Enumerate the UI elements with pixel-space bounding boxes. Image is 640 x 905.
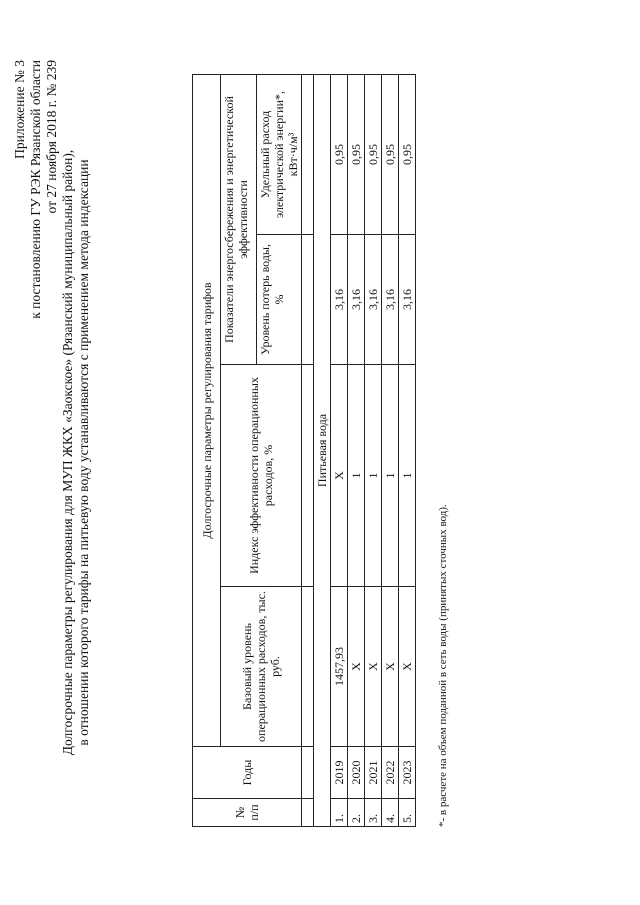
cell-year: 2023 (399, 747, 416, 799)
parameters-table (192, 74, 416, 827)
cell-year: 2020 (348, 747, 365, 799)
cell-loss: 3,16 (365, 235, 382, 365)
cell-power: 0,95 (331, 74, 348, 234)
cell-base: X (382, 587, 399, 747)
cell-index: 1 (382, 365, 399, 587)
title-line-2: в отношении которого тарифы на питьевую воду устанавливаются с применением метода индексации (76, 159, 91, 746)
table-row (399, 74, 416, 826)
cell-loss: 3,16 (348, 235, 365, 365)
header-group: Долгосрочные параметры регулирования тарифов (193, 74, 221, 746)
cell-index: 1 (348, 365, 365, 587)
table-row (382, 74, 399, 826)
cell-base: 1457,93 (331, 587, 348, 747)
section-drinking-water: Питьевая вода (314, 74, 331, 826)
table-row (331, 74, 348, 826)
cell-year: 2022 (382, 747, 399, 799)
header-power-consumption: Удельный расход электрической энергии*, кВт·ч/м³ (257, 74, 302, 234)
table-row (365, 74, 382, 826)
header-energy-group: Показатели энергосбережения и энергетической эффективности (221, 74, 257, 364)
cell-no: 1. (331, 799, 348, 827)
appendix-number: Приложение № 3 (12, 60, 27, 159)
appendix-header (12, 60, 60, 319)
title-line-1: Долгосрочные параметры регулирования для МУП ЖКХ «Заокское» (Рязанский муниципальный район), (60, 149, 75, 756)
cell-no: 4. (382, 799, 399, 827)
header-water-loss: Уровень потерь воды, % (257, 235, 302, 365)
cell-power: 0,95 (399, 74, 416, 234)
table-row (348, 74, 365, 826)
appendix-date: от 27 ноября 2018 г. № 239 (44, 60, 59, 214)
appendix-resolution: к постановлению ГУ РЭК Рязанской области (28, 60, 43, 319)
cell-index: X (331, 365, 348, 587)
header-years: Годы (193, 747, 302, 799)
cell-no: 3. (365, 799, 382, 827)
cell-power: 0,95 (348, 74, 365, 234)
footnote: *- в расчете на объем поданной в сеть воды (принятых сточных вод). (437, 504, 449, 827)
cell-no: 5. (399, 799, 416, 827)
cell-power: 0,95 (382, 74, 399, 234)
cell-index: 1 (399, 365, 416, 587)
cell-loss: 3,16 (331, 235, 348, 365)
cell-index: 1 (365, 365, 382, 587)
cell-loss: 3,16 (382, 235, 399, 365)
document-title (60, 0, 92, 905)
header-base-level: Базовый уровень операционных расходов, тыс. руб. (221, 587, 302, 747)
cell-year: 2021 (365, 747, 382, 799)
cell-no: 2. (348, 799, 365, 827)
cell-loss: 3,16 (399, 235, 416, 365)
header-no: № п/п (193, 799, 302, 827)
header-efficiency-index: Индекс эффективности операционных расходов, % (221, 365, 302, 587)
cell-year: 2019 (331, 747, 348, 799)
cell-base: X (348, 587, 365, 747)
cell-base: X (365, 587, 382, 747)
cell-power: 0,95 (365, 74, 382, 234)
cell-base: X (399, 587, 416, 747)
